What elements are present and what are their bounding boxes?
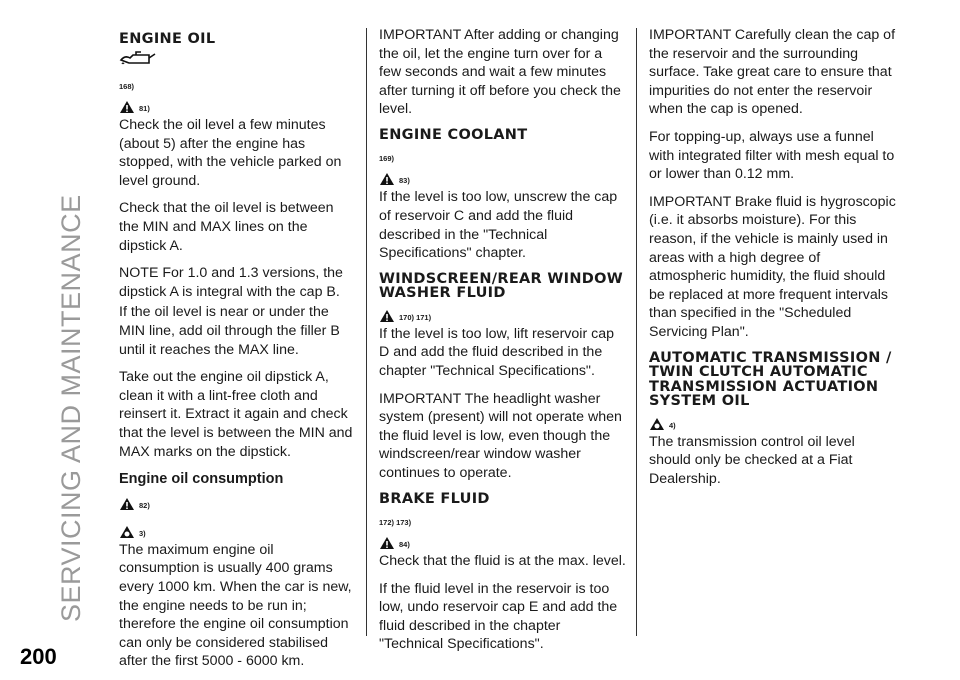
paragraph: IMPORTANT Carefully clean the cap of the reservoir and the surrounding surface. Take great care to ensure that impurities do not enter the reservoir when the cap is opened. (649, 27, 896, 118)
paragraph: If the level is too low, lift reservoir cap D and add the fluid described in the chapter "Technical Specifications". (379, 325, 614, 380)
paragraph: Check that the fluid is at the max. level. (379, 553, 626, 570)
paragraph: For topping-up, always use a funnel with integrated filter with mesh equal to or lower than 0.12 mm. (649, 128, 895, 183)
environment-ref-number: 3) (139, 528, 146, 538)
paragraph: Check the oil level a few minutes (about 5) after the engine has stopped, with the vehicle parked on level ground. (119, 117, 342, 189)
caution-ref (379, 530, 627, 550)
caution-triangle-icon (379, 172, 395, 186)
warning-ref-number: 170) 171) (399, 312, 432, 322)
page-number: 200 (20, 644, 57, 669)
heading-brake-fluid: BRAKE FLUID (379, 490, 490, 507)
paragraph: IMPORTANT After adding or changing the oil, let the engine turn over for a few seconds and wait a few minutes after turning it off before you check the level. (379, 27, 621, 118)
paragraph: IMPORTANT Brake fluid is hygroscopic (i.e. it absorbs moisture). For this reason, if the vehicle is mainly used in areas with a high degree of atmospheric humidity, the fluid should be replaced at more frequent intervals than specified in the "Scheduled Servicing Plan". (649, 193, 896, 340)
paragraph: The transmission control oil level should only be checked at a Fiat Dealership. (649, 433, 855, 487)
caution-triangle-icon (379, 309, 395, 323)
warning-ref (379, 508, 627, 528)
warning-ref (379, 144, 627, 164)
heading-engine-oil: ENGINE OIL (119, 31, 216, 47)
paragraph: The maximum engine oil consumption is usually 400 grams every 1000 km. When the car is new, the engine needs to be run in; therefore the engine oil consumption can only be considered stabilised after the first 5000 - 6000 km. (119, 541, 352, 670)
column-divider (366, 28, 367, 636)
heading-transmission-oil: AUTOMATIC TRANSMISSION / TWIN CLUTCH AUTOMATIC TRANSMISSION ACTUATION SYSTEM OIL (649, 349, 892, 409)
paragraph: If the oil level is near or under the MIN line, add oil through the filler B until it reaches the MAX line. (119, 304, 340, 358)
environment-leaf-icon (119, 525, 135, 539)
paragraph: NOTE For 1.0 and 1.3 versions, the dipstick A is integral with the cap B. (119, 265, 343, 300)
subheading-oil-consumption: Engine oil consumption (119, 471, 284, 488)
oil-can-icon (119, 49, 157, 65)
caution-ref (119, 94, 355, 114)
section-side-label: SERVICING AND MAINTENANCE (56, 194, 86, 622)
column-3 (649, 26, 899, 497)
warning-ref (119, 72, 355, 92)
warning-ref-number: 169) (379, 154, 395, 164)
paragraph: Check that the oil level is between the MIN and MAX lines on the dipstick A. (119, 200, 334, 254)
caution-ref-number: 81) (139, 104, 150, 114)
warning-ref (379, 303, 627, 323)
paragraph: If the fluid level in the reservoir is too low, undo reservoir cap E and add the fluid described in the chapter "Technical Specifications". (379, 580, 618, 653)
environment-ref (649, 411, 899, 431)
caution-triangle-icon (119, 100, 135, 114)
warning-ref-number: 172) 173) (379, 518, 412, 528)
warning-ref (119, 491, 355, 511)
caution-ref-number: 84) (399, 540, 410, 550)
heading-washer-fluid: WINDSCREEN/REAR WINDOW WASHER FLUID (379, 270, 624, 302)
caution-ref-number: 83) (399, 176, 410, 186)
environment-leaf-icon (649, 417, 665, 431)
warning-ref-number: 168) (119, 82, 135, 92)
paragraph: Take out the engine oil dipstick A, clean it with a lint-free cloth and reinsert it. Extract it again and check that the level is between the MIN and MAX marks on the dipstick. (119, 369, 353, 460)
warning-ref-number: 82) (139, 500, 150, 510)
environment-ref (119, 519, 355, 539)
environment-ref-number: 4) (669, 420, 676, 430)
paragraph: IMPORTANT The headlight washer system (present) will not operate when the fluid level is low, even though the windscreen/rear window washer continues to operate. (379, 390, 622, 481)
column-divider (636, 28, 637, 636)
caution-ref (379, 166, 627, 186)
column-2 (379, 26, 627, 663)
heading-engine-coolant: ENGINE COOLANT (379, 126, 528, 143)
column-1 (119, 26, 355, 680)
paragraph: If the level is too low, unscrew the cap of reservoir C and add the fluid described in the "Technical Specifications" chapter. (379, 189, 618, 262)
caution-triangle-icon (119, 497, 135, 511)
caution-triangle-icon (379, 536, 395, 550)
